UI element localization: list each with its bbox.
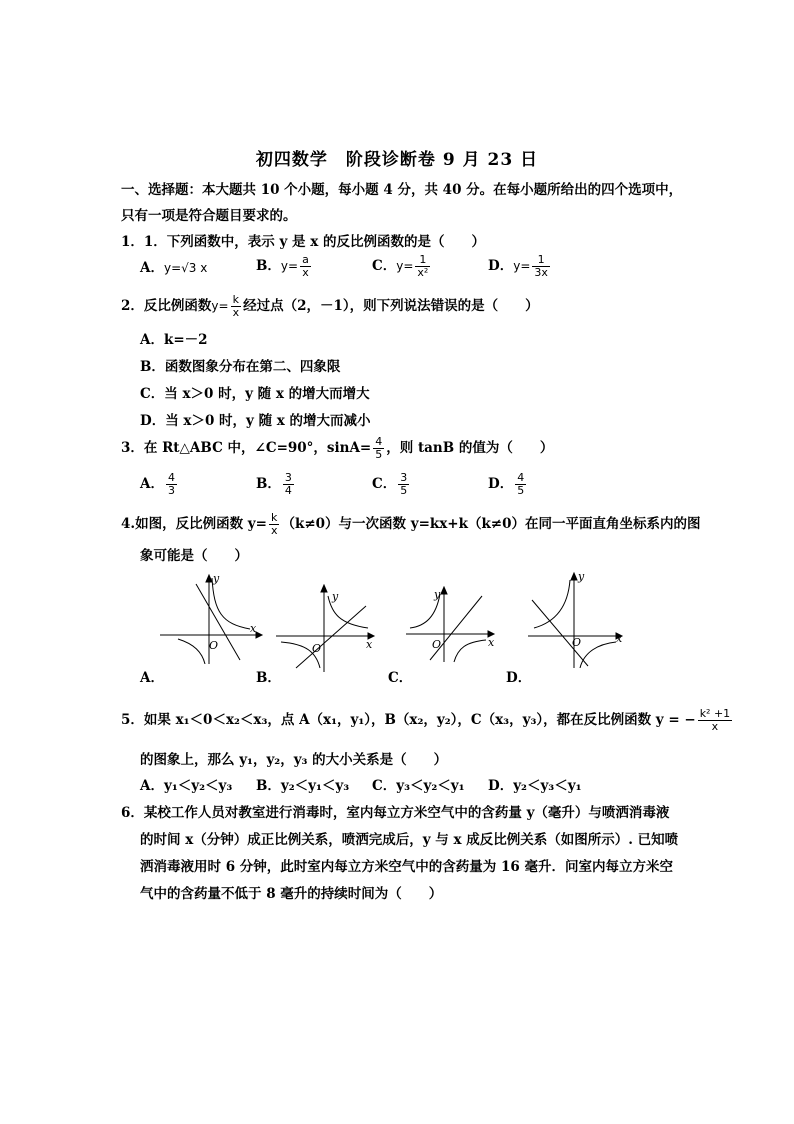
linear-line <box>296 606 366 668</box>
q2-option-d[interactable]: D．当 x＞0 时，y 随 x 的增大而减小 <box>140 413 371 429</box>
q4-label-d[interactable]: D． <box>506 670 532 686</box>
q1-d-den: 3x <box>534 266 548 279</box>
q1-a-label: A． <box>140 260 164 276</box>
q1-b-den: x <box>302 266 309 279</box>
q5-num: k² +1 <box>699 707 731 720</box>
y-axis-arrow-icon <box>441 587 447 594</box>
q2-fraction <box>231 294 242 319</box>
q3-c-den: 5 <box>400 484 408 497</box>
q5-stem <box>121 708 734 733</box>
q5-den: x <box>711 720 719 733</box>
q1-c-label: C． <box>372 258 397 274</box>
q3-option-a[interactable] <box>140 472 179 497</box>
q4-label-b[interactable]: B． <box>256 670 281 686</box>
axis-y-label: y <box>332 590 339 603</box>
section-instructions-line1: 一、选择题：本大题共 10 个小题，每小题 4 分，共 40 分。在每小题所给出的四个选项中， <box>121 182 683 198</box>
axis-x-label: x <box>366 638 373 651</box>
q3-b-fraction <box>283 472 294 497</box>
q5-option-c[interactable]: C．y₃＜y₂＜y₁ <box>372 778 465 794</box>
q6-line3: 洒消毒液用时 6 分钟，此时室内每立方米空气中的含药量为 16 毫升．问室内每立方米空 <box>140 859 673 875</box>
q2-option-b[interactable]: B．函数图象分布在第二、四象限 <box>140 359 341 375</box>
q1-b-label: B． <box>256 258 281 274</box>
q1-d-label: D． <box>488 258 514 274</box>
hyperbola-branch-2 <box>580 642 616 668</box>
q3-b-den: 4 <box>284 484 292 497</box>
q4-num: k <box>269 512 280 525</box>
q4-stem-line2: 象可能是（ ） <box>140 548 248 564</box>
q3-den: 5 <box>375 448 383 461</box>
q1-option-d[interactable] <box>488 254 552 279</box>
y-axis-arrow-icon <box>571 573 577 580</box>
q6-line2: 的时间 x（分钟）成正比例关系，喷洒完成后，y 与 x 成反比例关系（如图所示）. 已知喷 <box>140 832 679 848</box>
q4-graph-a[interactable] <box>160 572 265 664</box>
q3-pre: 3．在 Rt△ABC 中，∠C=90°，sinA= <box>121 440 372 456</box>
q2-stem <box>121 294 539 319</box>
q2-den: x <box>232 306 240 319</box>
q1-a-expr: y=√3 x <box>163 261 208 275</box>
q5-option-a[interactable]: A．y₁＜y₂＜y₃ <box>140 778 233 794</box>
q2-lhs: y= <box>211 299 229 313</box>
q1-option-c[interactable] <box>372 254 432 279</box>
q1-d-num: 1 <box>532 254 550 267</box>
origin-label: O <box>572 636 582 649</box>
q3-c-fraction <box>398 472 409 497</box>
q3-option-b[interactable] <box>256 472 296 497</box>
q3-d-num: 4 <box>517 471 525 484</box>
q4-stem <box>121 512 701 537</box>
q4-label-c[interactable]: C． <box>388 670 413 686</box>
axis-y-label: y <box>434 588 441 601</box>
q3-a-num: 4 <box>167 471 175 484</box>
q5-fraction <box>698 708 733 733</box>
q1-b-num: a <box>302 253 309 266</box>
q3-stem <box>121 436 553 461</box>
q3-c-label: C． <box>372 476 397 492</box>
q5-option-b[interactable]: B．y₂＜y₁＜y₃ <box>256 778 350 794</box>
q4-post: （k≠0）与一次函数 y=kx+k（k≠0）在同一平面直角坐标系内的图 <box>281 516 701 532</box>
origin-label: O <box>432 638 442 651</box>
hyperbola-branch-1 <box>534 580 570 628</box>
q3-b-label: B． <box>256 476 281 492</box>
q1-d-lhs: y= <box>513 259 531 273</box>
origin-label: O <box>312 642 322 655</box>
q6-line1: 6．某校工作人员对教室进行消毒时，室内每立方米空气中的含药量 y（毫升）与喷洒消毒液 <box>121 805 670 821</box>
q3-b-num: 3 <box>284 471 292 484</box>
q1-stem: 1．1．下列函数中，表示 y 是 x 的反比例函数的是（ ） <box>121 234 485 250</box>
q1-c-den: x² <box>417 266 429 279</box>
q3-num: 4 <box>375 435 383 448</box>
q4-graph-c[interactable] <box>406 586 501 664</box>
q1-b-lhs: y= <box>280 259 299 273</box>
q4-pre: 4.如图，反比例函数 y= <box>121 516 267 532</box>
axis-x-label: x <box>250 622 257 635</box>
q1-c-fraction <box>415 254 430 279</box>
y-axis-arrow-icon <box>206 575 212 582</box>
hyperbola-branch-2 <box>454 640 486 662</box>
q1-c-num: 1 <box>415 254 430 267</box>
q2-pre: 2．反比例函数 <box>121 298 212 314</box>
origin-label: O <box>209 639 219 652</box>
x-axis-arrow-icon <box>256 632 262 638</box>
q3-a-den: 3 <box>167 484 175 497</box>
q6-line4: 气中的含药量不低于 8 毫升的持续时间为（ ） <box>140 886 443 902</box>
axis-y-label: y <box>578 570 585 583</box>
q4-den: x <box>270 524 278 537</box>
hyperbola-branch-2 <box>178 639 205 664</box>
q4-graph-d[interactable] <box>528 570 628 668</box>
q4-label-a[interactable]: A． <box>140 670 164 686</box>
linear-line <box>532 600 588 666</box>
q1-option-a[interactable] <box>140 258 207 278</box>
q2-option-c[interactable]: C．当 x＞0 时，y 随 x 的增大而增大 <box>140 386 370 402</box>
q3-d-label: D． <box>488 476 514 492</box>
q1-b-fraction <box>300 254 311 279</box>
q3-c-num: 3 <box>400 471 408 484</box>
q3-option-c[interactable] <box>372 472 411 497</box>
q5-stem-line2: 的图象上，那么 y₁，y₂，y₃ 的大小关系是（ ） <box>140 752 448 768</box>
y-axis-arrow-icon <box>321 585 327 592</box>
axis-y-label: y <box>213 572 220 585</box>
q3-post: ，则 tanB 的值为（ ） <box>386 440 554 456</box>
axis-x-label: x <box>616 632 623 645</box>
q2-option-a[interactable]: A．k=－2 <box>140 332 208 348</box>
q2-post: 经过点（2，－1），则下列说法错误的是（ ） <box>243 298 539 314</box>
q1-c-lhs: y= <box>396 259 414 273</box>
q3-d-fraction <box>515 472 526 497</box>
q3-fraction <box>373 436 384 461</box>
q3-d-den: 5 <box>517 484 525 497</box>
q3-a-fraction <box>166 472 177 497</box>
q1-option-b[interactable] <box>256 254 313 279</box>
q2-num: k <box>231 294 242 307</box>
q1-d-fraction <box>532 254 550 279</box>
q5-pre: 5．如果 x₁＜0＜x₂＜x₃，点 A（x₁，y₁），B（x₂，y₂），C（x₃，y₃），都在反比例函数 y = − <box>121 712 696 728</box>
q4-fraction <box>269 512 280 537</box>
axis-x-label: x <box>488 636 495 649</box>
section-instructions-line2: 只有一项是符合题目要求的。 <box>121 208 297 224</box>
q4-graph-b[interactable] <box>276 584 381 672</box>
q3-option-d[interactable] <box>488 472 528 497</box>
q3-a-label: A． <box>140 476 164 492</box>
q5-option-d[interactable]: D．y₂＜y₃＜y₁ <box>488 778 582 794</box>
page-title: 初四数学 阶段诊断卷 9 月 23 日 <box>255 150 539 170</box>
